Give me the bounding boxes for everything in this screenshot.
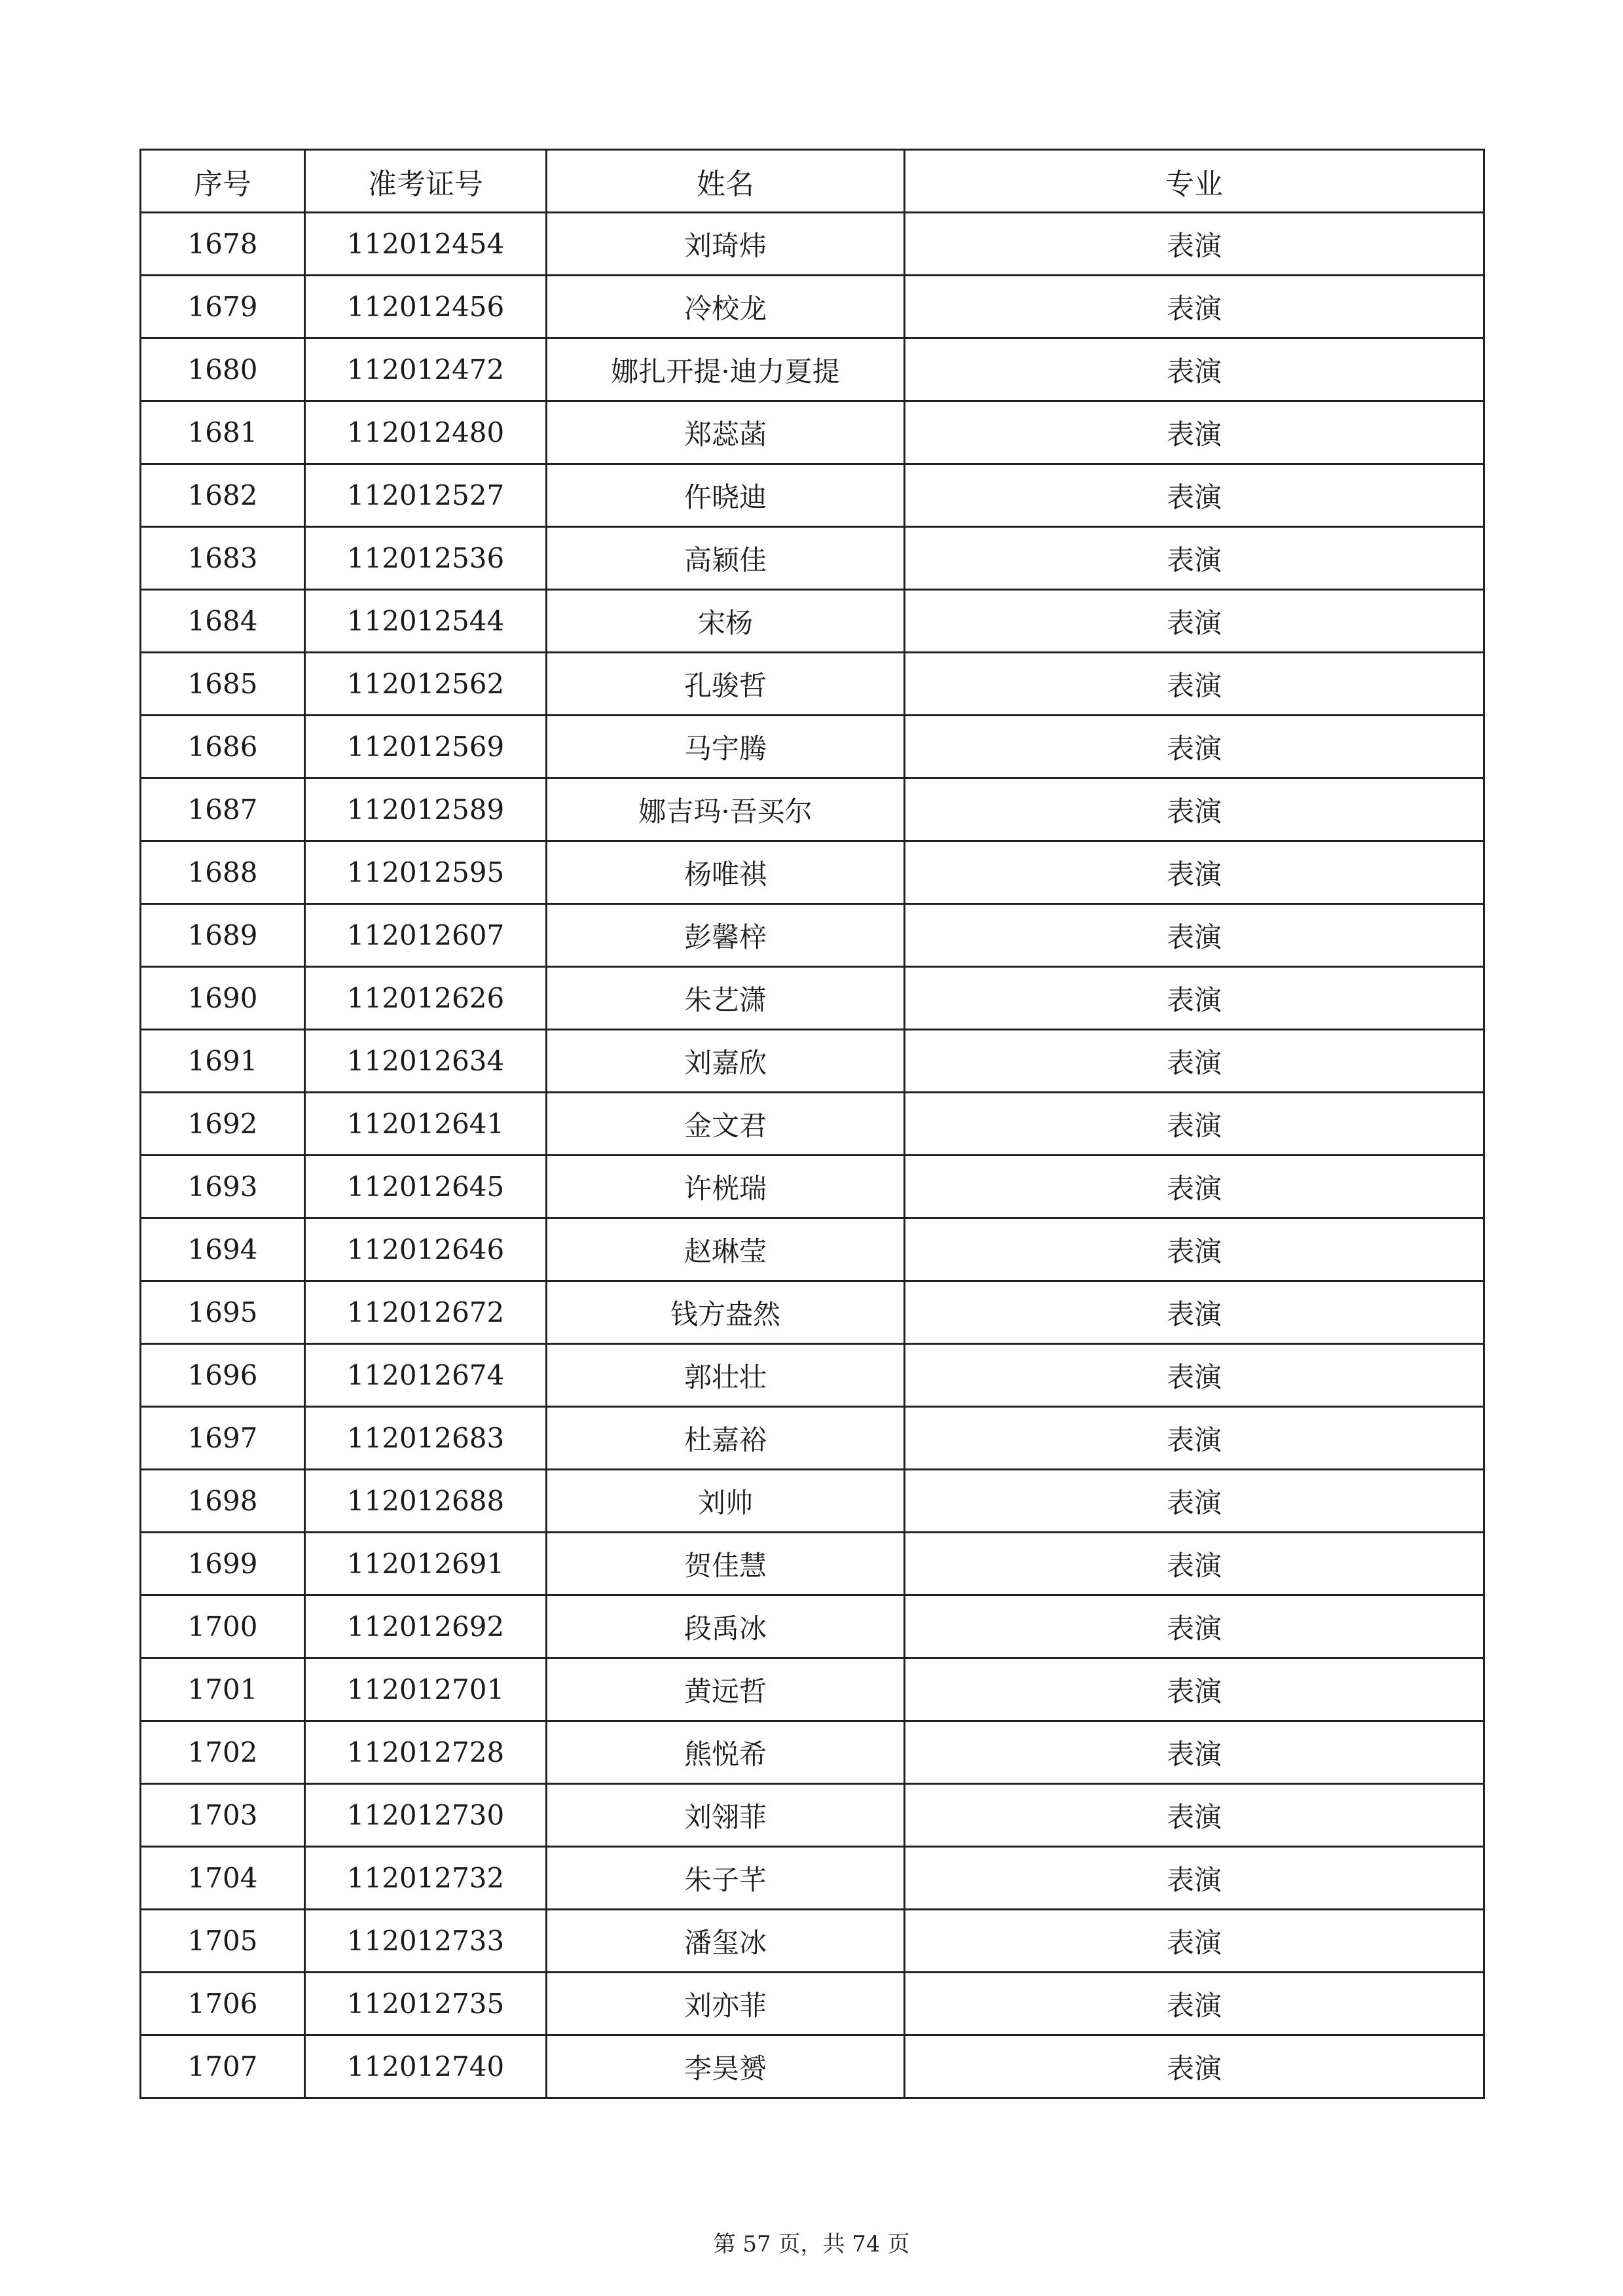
cell-exam-id: 112012692 — [305, 1595, 547, 1658]
table-row — [141, 1533, 1484, 1595]
cell-name: 娜吉玛·吾买尔 — [547, 778, 905, 841]
cell-exam-id: 112012562 — [305, 653, 547, 716]
cell-exam-id: 112012701 — [305, 1658, 547, 1721]
table-row — [141, 2035, 1484, 2098]
table-row — [141, 1407, 1484, 1470]
cell-seq: 1687 — [141, 778, 305, 841]
table-row — [141, 338, 1484, 401]
cell-major: 表演 — [905, 1595, 1484, 1658]
results-table — [139, 149, 1485, 2099]
cell-name: 赵琳莹 — [547, 1218, 905, 1281]
cell-major: 表演 — [905, 590, 1484, 653]
table-row — [141, 1910, 1484, 1973]
cell-name: 钱方盎然 — [547, 1281, 905, 1344]
cell-exam-id: 112012634 — [305, 1030, 547, 1093]
cell-major: 表演 — [905, 401, 1484, 464]
cell-name: 郭壮壮 — [547, 1344, 905, 1407]
table-row — [141, 1595, 1484, 1658]
cell-name: 黄远哲 — [547, 1658, 905, 1721]
cell-seq: 1680 — [141, 338, 305, 401]
cell-seq: 1704 — [141, 1847, 305, 1910]
cell-name: 段禹冰 — [547, 1595, 905, 1658]
cell-seq: 1700 — [141, 1595, 305, 1658]
cell-seq: 1688 — [141, 841, 305, 904]
cell-name: 许桄瑞 — [547, 1156, 905, 1218]
table-row — [141, 590, 1484, 653]
cell-seq: 1691 — [141, 1030, 305, 1093]
table-row — [141, 653, 1484, 716]
cell-name: 杨唯祺 — [547, 841, 905, 904]
table-row — [141, 967, 1484, 1030]
cell-exam-id: 112012626 — [305, 967, 547, 1030]
cell-major: 表演 — [905, 2035, 1484, 2098]
cell-name: 李昊赟 — [547, 2035, 905, 2098]
cell-name: 冷校龙 — [547, 276, 905, 338]
cell-major: 表演 — [905, 1847, 1484, 1910]
cell-name: 高颖佳 — [547, 527, 905, 590]
cell-name: 朱子芊 — [547, 1847, 905, 1910]
cell-seq: 1679 — [141, 276, 305, 338]
cell-exam-id: 112012607 — [305, 904, 547, 967]
cell-exam-id: 112012527 — [305, 464, 547, 527]
cell-name: 贺佳慧 — [547, 1533, 905, 1595]
cell-exam-id: 112012733 — [305, 1910, 547, 1973]
cell-name: 刘帅 — [547, 1470, 905, 1533]
table-row — [141, 778, 1484, 841]
table-body — [141, 213, 1484, 2098]
cell-major: 表演 — [905, 1470, 1484, 1533]
cell-name: 杜嘉裕 — [547, 1407, 905, 1470]
header-seq: 序号 — [141, 150, 305, 213]
cell-seq: 1701 — [141, 1658, 305, 1721]
header-major: 专业 — [905, 150, 1484, 213]
cell-exam-id: 112012544 — [305, 590, 547, 653]
cell-seq: 1698 — [141, 1470, 305, 1533]
cell-exam-id: 112012691 — [305, 1533, 547, 1595]
cell-name: 娜扎开提·迪力夏提 — [547, 338, 905, 401]
cell-major: 表演 — [905, 1910, 1484, 1973]
cell-major: 表演 — [905, 1973, 1484, 2035]
cell-seq: 1699 — [141, 1533, 305, 1595]
table-row — [141, 841, 1484, 904]
cell-seq: 1697 — [141, 1407, 305, 1470]
cell-seq: 1707 — [141, 2035, 305, 2098]
table-row — [141, 1658, 1484, 1721]
cell-seq: 1694 — [141, 1218, 305, 1281]
table-row — [141, 1156, 1484, 1218]
cell-exam-id: 112012641 — [305, 1093, 547, 1156]
table-row — [141, 1093, 1484, 1156]
cell-seq: 1696 — [141, 1344, 305, 1407]
cell-seq: 1692 — [141, 1093, 305, 1156]
cell-major: 表演 — [905, 1093, 1484, 1156]
cell-exam-id: 112012674 — [305, 1344, 547, 1407]
table-row — [141, 276, 1484, 338]
cell-major: 表演 — [905, 904, 1484, 967]
cell-seq: 1683 — [141, 527, 305, 590]
cell-major: 表演 — [905, 653, 1484, 716]
table-row — [141, 1344, 1484, 1407]
table-row — [141, 716, 1484, 778]
table-row — [141, 1470, 1484, 1533]
table-row — [141, 904, 1484, 967]
cell-name: 刘亦菲 — [547, 1973, 905, 2035]
cell-major: 表演 — [905, 841, 1484, 904]
cell-exam-id: 112012735 — [305, 1973, 547, 2035]
page-footer: 第 57 页，共 74 页 — [713, 2231, 910, 2257]
cell-exam-id: 112012683 — [305, 1407, 547, 1470]
cell-major: 表演 — [905, 213, 1484, 276]
cell-exam-id: 112012646 — [305, 1218, 547, 1281]
cell-name: 郑蕊菡 — [547, 401, 905, 464]
cell-exam-id: 112012569 — [305, 716, 547, 778]
cell-seq: 1686 — [141, 716, 305, 778]
cell-exam-id: 112012472 — [305, 338, 547, 401]
cell-seq: 1689 — [141, 904, 305, 967]
cell-exam-id: 112012688 — [305, 1470, 547, 1533]
cell-major: 表演 — [905, 276, 1484, 338]
cell-major: 表演 — [905, 778, 1484, 841]
cell-exam-id: 112012728 — [305, 1721, 547, 1784]
cell-name: 仵晓迪 — [547, 464, 905, 527]
cell-seq: 1705 — [141, 1910, 305, 1973]
cell-major: 表演 — [905, 1784, 1484, 1847]
cell-major: 表演 — [905, 1533, 1484, 1595]
cell-major: 表演 — [905, 967, 1484, 1030]
cell-name: 朱艺潇 — [547, 967, 905, 1030]
table-header-row — [141, 150, 1484, 213]
cell-major: 表演 — [905, 716, 1484, 778]
cell-seq: 1684 — [141, 590, 305, 653]
cell-major: 表演 — [905, 1156, 1484, 1218]
cell-name: 彭馨梓 — [547, 904, 905, 967]
cell-name: 金文君 — [547, 1093, 905, 1156]
cell-exam-id: 112012589 — [305, 778, 547, 841]
cell-name: 孔骏哲 — [547, 653, 905, 716]
table-row — [141, 401, 1484, 464]
table-row — [141, 527, 1484, 590]
table-row — [141, 1721, 1484, 1784]
table-row — [141, 1218, 1484, 1281]
cell-major: 表演 — [905, 1658, 1484, 1721]
cell-major: 表演 — [905, 1030, 1484, 1093]
table-row — [141, 1973, 1484, 2035]
cell-major: 表演 — [905, 1344, 1484, 1407]
cell-major: 表演 — [905, 338, 1484, 401]
cell-seq: 1703 — [141, 1784, 305, 1847]
table-row — [141, 1281, 1484, 1344]
cell-exam-id: 112012454 — [305, 213, 547, 276]
cell-seq: 1693 — [141, 1156, 305, 1218]
cell-exam-id: 112012672 — [305, 1281, 547, 1344]
cell-name: 熊悦希 — [547, 1721, 905, 1784]
cell-major: 表演 — [905, 464, 1484, 527]
cell-exam-id: 112012732 — [305, 1847, 547, 1910]
cell-exam-id: 112012730 — [305, 1784, 547, 1847]
cell-exam-id: 112012456 — [305, 276, 547, 338]
cell-exam-id: 112012740 — [305, 2035, 547, 2098]
cell-name: 刘翎菲 — [547, 1784, 905, 1847]
cell-major: 表演 — [905, 1218, 1484, 1281]
cell-exam-id: 112012480 — [305, 401, 547, 464]
cell-seq: 1702 — [141, 1721, 305, 1784]
cell-name: 刘嘉欣 — [547, 1030, 905, 1093]
header-name: 姓名 — [547, 150, 905, 213]
cell-seq: 1678 — [141, 213, 305, 276]
cell-seq: 1681 — [141, 401, 305, 464]
cell-name: 刘琦炜 — [547, 213, 905, 276]
header-exam-id: 准考证号 — [305, 150, 547, 213]
table-row — [141, 1784, 1484, 1847]
cell-exam-id: 112012595 — [305, 841, 547, 904]
cell-major: 表演 — [905, 1281, 1484, 1344]
cell-seq: 1706 — [141, 1973, 305, 2035]
table-row — [141, 1030, 1484, 1093]
cell-seq: 1695 — [141, 1281, 305, 1344]
cell-exam-id: 112012536 — [305, 527, 547, 590]
table-row — [141, 464, 1484, 527]
table-row — [141, 1847, 1484, 1910]
cell-name: 潘玺冰 — [547, 1910, 905, 1973]
cell-exam-id: 112012645 — [305, 1156, 547, 1218]
cell-major: 表演 — [905, 1407, 1484, 1470]
cell-name: 宋杨 — [547, 590, 905, 653]
cell-seq: 1685 — [141, 653, 305, 716]
cell-seq: 1690 — [141, 967, 305, 1030]
cell-name: 马宇腾 — [547, 716, 905, 778]
table-row — [141, 213, 1484, 276]
cell-major: 表演 — [905, 1721, 1484, 1784]
cell-major: 表演 — [905, 527, 1484, 590]
cell-seq: 1682 — [141, 464, 305, 527]
